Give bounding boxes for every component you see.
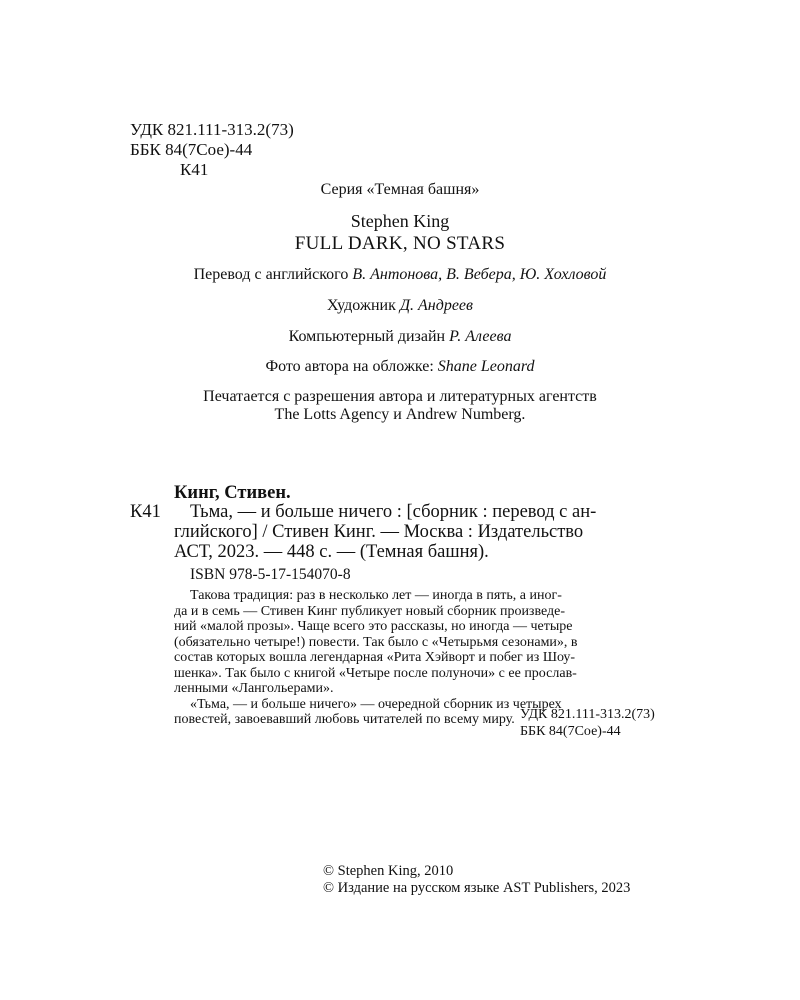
photo-credit	[0, 358, 800, 376]
bbk-code: ББК 84(7Сое)-44	[130, 140, 253, 159]
annotation-line: да и в семь — Стивен Кинг публикует новый сборник произведе-	[174, 603, 566, 619]
photo-label: Фото автора на обложке:	[265, 358, 438, 375]
annotation-line: (обязательно четыре!) повести. Так было с «Четырьмя сезонами», в	[174, 634, 578, 650]
annotation-line: повестей, завоевавший любовь читателей по всему миру.	[174, 712, 515, 727]
bib-line-3: АСТ, 2023. — 448 с. — (Темная башня).	[174, 542, 489, 562]
copyright-publisher: © Издание на русском языке AST Publishers, 2023	[323, 880, 631, 896]
permission-line-1: Печатается с разрешения автора и литературных агентств	[203, 388, 597, 405]
annotation-line: ний «малой прозы». Чаще всего это рассказы, но иногда — четыре	[174, 619, 573, 634]
translation-credit	[0, 266, 800, 284]
annotation-line: ленными «Лангольерами».	[174, 681, 334, 696]
artist-label: Художник	[327, 297, 400, 314]
design-label: Компьютерный дизайн	[288, 328, 450, 345]
translation-label: Перевод с английского	[193, 266, 353, 283]
annotation-line: шенка». Так было с книгой «Четыре после полуночи» с ее прослав-	[174, 665, 577, 681]
annotation-line: «Тьма, — и больше ничего» — очередной сборник из четырех	[190, 696, 562, 712]
permission-line-2: The Lotts Agency и Andrew Numberg.	[274, 406, 526, 423]
isbn: ISBN 978-5-17-154070-8	[190, 566, 351, 583]
original-author: Stephen King	[350, 211, 450, 231]
original-title: FULL DARK, NO STARS	[294, 233, 506, 254]
bib-line-1: Тьма, — и больше ничего : [сборник : перевод с ан-	[190, 502, 597, 522]
copyright-author: © Stephen King, 2010	[323, 863, 454, 879]
designer-name: Р. Алеева	[449, 328, 512, 345]
annotation-line: Такова традиция: раз в несколько лет — иногда в пять, а иног-	[190, 588, 562, 603]
annotation-bbk: ББК 84(7Сое)-44	[520, 724, 621, 739]
author-mark: К41	[180, 160, 209, 179]
translators: В. Антонова, В. Вебера, Ю. Хохловой	[352, 266, 607, 283]
bib-line-2: глийского] / Стивен Кинг. — Москва : Издательство	[174, 522, 584, 542]
udk-code: УДК 821.111-313.2(73)	[130, 120, 294, 139]
bib-author: Кинг, Стивен.	[174, 483, 291, 503]
photographer-name: Shane Leonard	[437, 358, 535, 375]
artist-name: Д. Андреев	[399, 297, 473, 314]
annotation-udk: УДК 821.111-313.2(73)	[520, 707, 655, 722]
artist-credit	[0, 297, 800, 315]
annotation-line: состав которых вошла легендарная «Рита Хэйворт и побег из Шоу-	[174, 650, 576, 665]
bib-mark: К41	[130, 502, 161, 522]
series-line: Серия «Темная башня»	[320, 181, 480, 198]
design-credit	[0, 328, 800, 346]
